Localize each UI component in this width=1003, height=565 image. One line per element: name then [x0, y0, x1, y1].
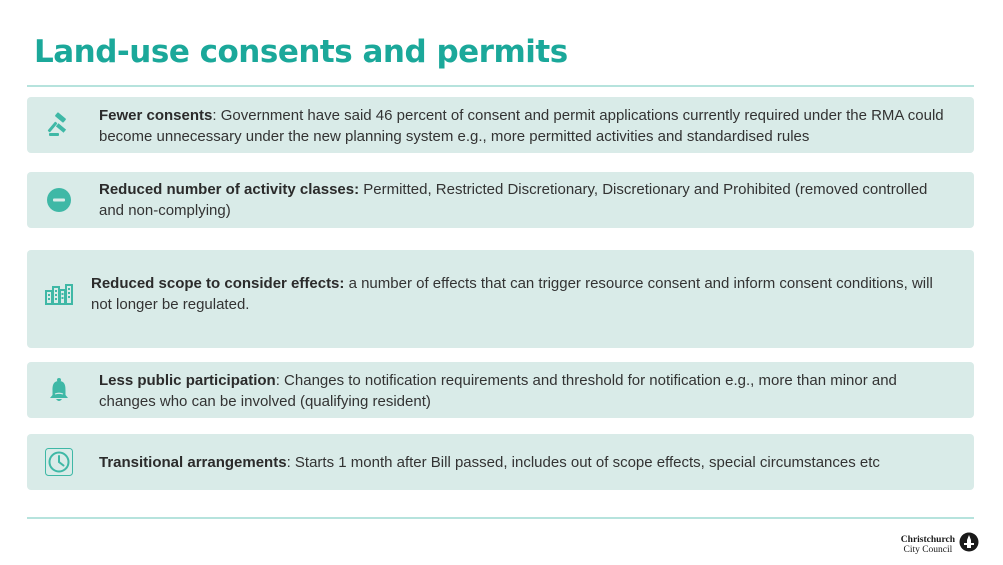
item-body: Changes to notification requirements and threshold for notification e.g., more than minor and changes who can be involved (qualifying resident) — [99, 372, 897, 410]
top-divider — [27, 85, 974, 87]
item-text — [99, 179, 950, 221]
logo-wordmark — [901, 535, 955, 555]
logo-line-1: Christchurch — [900, 534, 955, 545]
item-fewer-consents — [27, 97, 974, 153]
item-heading: Reduced number of activity classes: — [99, 181, 360, 198]
item-heading: Transitional arrangements — [99, 454, 287, 471]
item-separator: : — [212, 107, 221, 124]
item-body: a number of effects that can trigger resource consent and inform consent conditions, will not longer be regulated. — [91, 275, 933, 313]
minus-circle-icon — [45, 186, 73, 214]
item-body: Government have said 46 percent of consent and permit applications currently required under the RMA could become unnecessary under the new planning system e.g., more permitted activities and standardised rules — [99, 107, 944, 145]
item-text — [99, 452, 950, 473]
bell-icon — [45, 376, 73, 404]
council-logo — [901, 532, 979, 557]
clock-icon — [45, 448, 73, 476]
bottom-divider — [27, 517, 974, 519]
item-public-participation — [27, 362, 974, 418]
item-transitional — [27, 434, 974, 490]
item-text — [99, 370, 950, 412]
item-separator: : — [275, 372, 285, 389]
item-heading: Less public participation — [99, 372, 276, 389]
gavel-icon — [45, 111, 73, 139]
item-separator: : — [286, 454, 295, 471]
item-heading: Fewer consents — [99, 107, 213, 124]
item-body: Starts 1 month after Bill passed, includes out of scope effects, special circumstances etc — [294, 454, 880, 471]
item-text — [91, 273, 950, 315]
item-activity-classes — [27, 172, 974, 228]
item-scope-effects — [27, 250, 974, 348]
buildings-icon — [45, 279, 73, 307]
logo-line-2: City Council — [903, 544, 953, 555]
page-title: Land-use consents and permits — [34, 34, 568, 70]
cathedral-emblem-icon — [959, 532, 979, 557]
item-text — [99, 105, 950, 147]
item-heading: Reduced scope to consider effects: — [91, 275, 345, 292]
item-body: Permitted, Restricted Discretionary, Discretionary and Prohibited (removed controlled and non-complying) — [99, 181, 928, 219]
